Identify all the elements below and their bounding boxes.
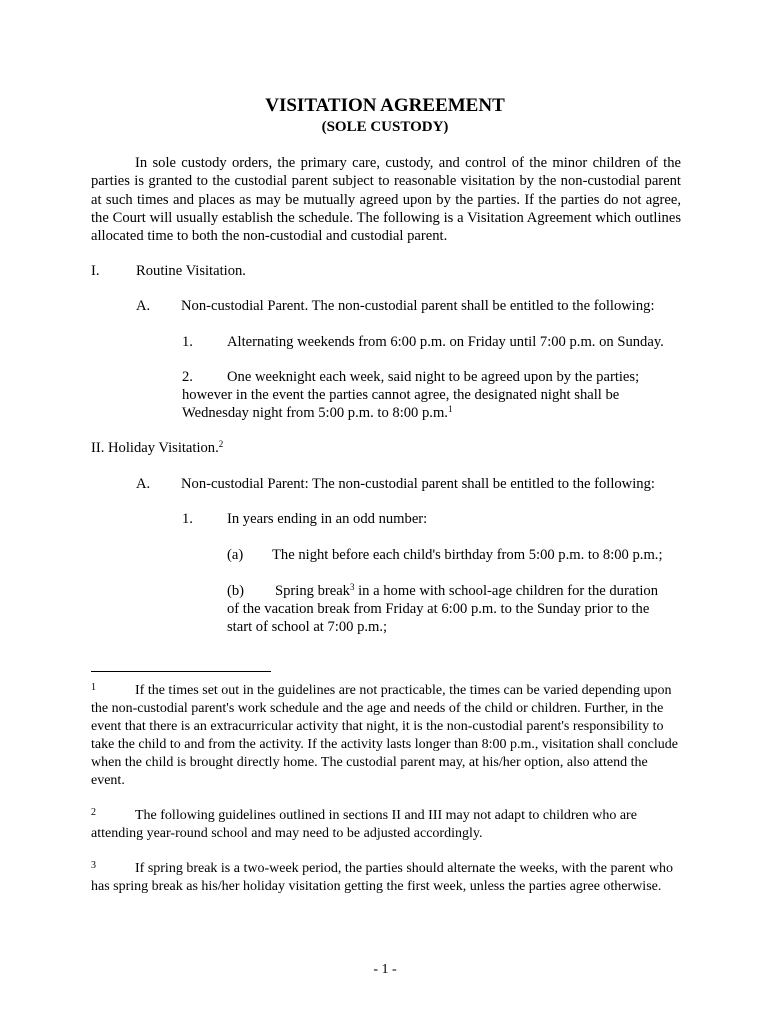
intro-paragraph: In sole custody orders, the primary care, custody, and control of the minor children of the parties is granted to the custodial parent subject to reasonable visitation by the non-custodial parent at such times and places as may be mutually agreed upon by the parties. If the parties do not agree, the Court will usually establish the schedule. The following is a Visitation Agreement which outlines allocated time to both the non-custodial and custodial parent.	[91, 155, 681, 245]
footnote-ref-1: 1	[447, 404, 453, 414]
footnote-2-text: The following guidelines outlined in sections II and III may not adapt to children who are attending year-round school and may need to be adjusted accordingly.	[91, 808, 637, 841]
section-2-heading	[91, 439, 223, 457]
footnote-ref-3: 3	[349, 582, 355, 592]
footnote-1-text: If the times set out in the guidelines are not practicable, the times can be varied depending upon the non-custodial parent's work schedule and the age and needs of the child or children. Further, in the event that there is an extracurricular activity that night, it is the non-custodial parent's responsibility to take the child to and from the activity. If the activity lasts longer than 8:00 p.m., visitation shall conclude when the child is brought directly home. The custodial parent may, at his/her option, also attend the event.	[91, 683, 678, 788]
section-2-sub-b-label: (b)	[227, 583, 245, 599]
section-2-item-1-number: 1.	[182, 511, 193, 527]
section-1-item-2-line-2: however in the event the parties cannot agree, the designated night shall be	[182, 387, 620, 403]
section-2-sub-b-line-3: start of school at 7:00 p.m.;	[227, 619, 388, 635]
section-1-a-label: A.	[136, 298, 151, 314]
document-subtitle: (SOLE CUSTODY)	[321, 119, 449, 135]
section-1-number: I.	[91, 263, 100, 279]
section-1-title: Routine Visitation.	[136, 263, 246, 279]
section-1-a-text: Non-custodial Parent. The non-custodial parent shall be entitled to the following:	[181, 298, 655, 314]
section-1-item-2-line-3: Wednesday night from 5:00 p.m. to 8:00 p.m.	[182, 405, 448, 421]
document-title: VISITATION AGREEMENT	[265, 95, 505, 116]
section-2-a-text: Non-custodial Parent: The non-custodial parent shall be entitled to the following:	[181, 476, 655, 492]
page-number: - 1 -	[373, 962, 397, 977]
section-2-sub-a-label: (a)	[227, 547, 244, 563]
section-2-sub-b-line-1-rest: in a home with school-age children for the duration	[354, 583, 659, 599]
section-2-sub-a-text: The night before each child's birthday from 5:00 p.m. to 8:00 p.m.;	[272, 547, 663, 563]
section-2-a-label: A.	[136, 476, 151, 492]
footnote-ref-2: 2	[218, 439, 224, 449]
section-1-item-1-number: 1.	[182, 334, 193, 350]
section-2-sub-b-line-2: of the vacation break from Friday at 6:00 p.m. to the Sunday prior to the	[227, 601, 650, 617]
section-1-item-2-line-3-wrap	[182, 404, 452, 422]
section-1-item-1-text: Alternating weekends from 6:00 p.m. on Friday until 7:00 p.m. on Sunday.	[227, 334, 664, 350]
footnote-2: 2 The following guidelines outlined in sections II and III may not adapt to children who are attending year-round school and may need to be adjusted accordingly.	[91, 807, 637, 841]
section-1-item-2-number: 2.	[182, 369, 193, 385]
section-2-title: II. Holiday Visitation.	[91, 440, 219, 456]
section-2-sub-b-line-1	[275, 582, 658, 600]
footnote-3: 3 If spring break is a two-week period, the parties should alternate the weeks, with the parent who has spring break as his/her holiday visitation getting the first week, unless the parties agree otherwise.	[91, 860, 674, 894]
footnote-1: 1 If the times set out in the guidelines are not practicable, the times can be varied depending upon the non-custodial parent's work schedule and the age and needs of the child or children. Further, in the event that there is an extracurricular activity that night, it is the non-custodial parent's responsibility to take the child to and from the activity. If the activity lasts longer than 8:00 p.m., visitation shall conclude when the child is brought directly home. The custodial parent may, at his/her option, also attend the event.	[91, 682, 678, 788]
spring-break-term: Spring break	[275, 583, 350, 599]
section-2-item-1-text: In years ending in an odd number:	[227, 511, 428, 527]
footnote-separator	[91, 671, 271, 672]
footnote-3-text: If spring break is a two-week period, the parties should alternate the weeks, with the parent who has spring break as his/her holiday visitation getting the first week, unless the parties agree otherwise.	[91, 861, 674, 894]
section-1-item-2-line-1: One weeknight each week, said night to be agreed upon by the parties;	[227, 369, 640, 385]
